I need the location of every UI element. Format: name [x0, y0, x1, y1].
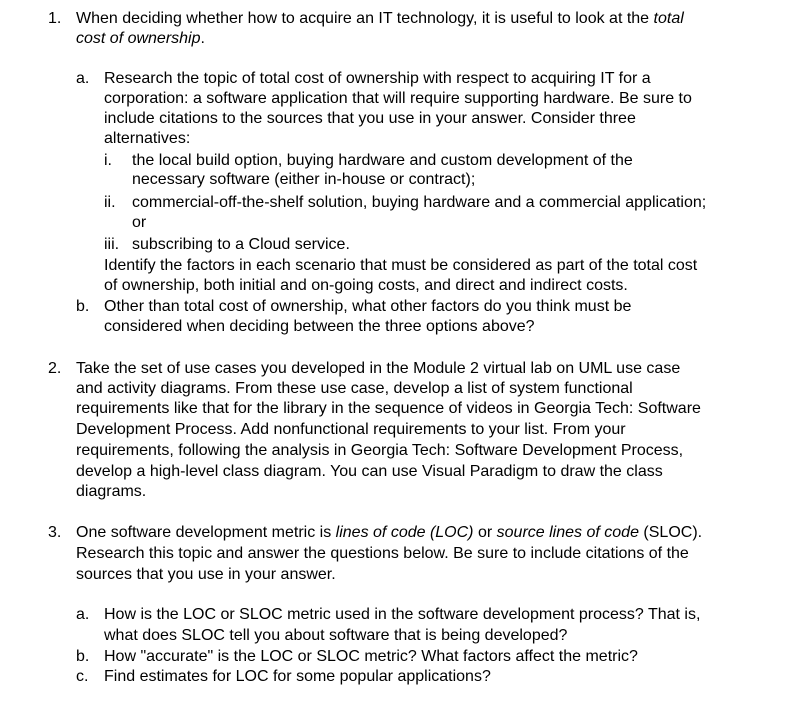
question-3-number: 3. [48, 524, 62, 541]
question-2-line: requirements like that for the library in the sequence of videos in Georgia Tech: Software [76, 400, 701, 417]
alternative-ii-label: ii. [104, 194, 116, 211]
term-loc: lines of code (LOC) [335, 524, 474, 541]
question-1-period: . [200, 30, 205, 47]
question-1b-line: considered when deciding between the three options above? [104, 318, 535, 335]
question-1-line-2 [76, 29, 205, 48]
question-1a-after-line: Identify the factors in each scenario that must be considered as part of the total cost [104, 257, 698, 274]
alternative-i-label: i. [104, 152, 112, 169]
alternative-iii-line: subscribing to a Cloud service. [132, 236, 350, 253]
alternative-ii-line: or [132, 214, 147, 231]
question-3-line-1-post: (SLOC). [643, 524, 703, 541]
alternative-iii-label: iii. [104, 236, 120, 253]
question-1-line-1 [76, 9, 684, 28]
question-3-line: Research this topic and answer the questions below. Be sure to include citations of the [76, 545, 689, 562]
question-2-line: and activity diagrams. From these use case, develop a list of system functional [76, 380, 633, 397]
question-3a-line: How is the LOC or SLOC metric used in the software development process? That is, [104, 606, 701, 623]
question-3-line: sources that you use in your answer. [76, 566, 336, 583]
question-1a-line: Research the topic of total cost of ownership with respect to acquiring IT for a [104, 70, 651, 87]
question-1a-line: alternatives: [104, 130, 191, 147]
term-sloc: source lines of code [496, 524, 639, 541]
question-2-line: develop a high-level class diagram. You can use Visual Paradigm to draw the class [76, 463, 663, 480]
question-1a-after-line: of ownership, both initial and on-going costs, and direct and indirect costs. [104, 277, 628, 294]
question-1a-label: a. [76, 70, 90, 87]
question-3c-line: Find estimates for LOC for some popular applications? [104, 668, 491, 685]
question-1a-line: corporation: a software application that will require supporting hardware. Be sure to [104, 90, 692, 107]
question-1-lead: When deciding whether how to acquire an IT technology, it is useful to look at the [76, 10, 650, 27]
question-1-term-total: total [653, 10, 684, 27]
question-2-line: diagrams. [76, 483, 147, 500]
question-3c-label: c. [76, 668, 89, 685]
question-3-line-1-pre: One software development metric is [76, 524, 332, 541]
question-3a-line: what does SLOC tell you about software that is being developed? [104, 627, 568, 644]
question-2-line: Take the set of use cases you developed in the Module 2 virtual lab on UML use case [76, 360, 681, 377]
question-2-number: 2. [48, 360, 62, 377]
question-3b-label: b. [76, 648, 90, 665]
question-1a-line: include citations to the sources that you use in your answer. Consider three [104, 110, 636, 127]
alternative-i-line: necessary software (either in-house or contract); [132, 171, 476, 188]
alternative-i-line: the local build option, buying hardware and custom development of the [132, 152, 633, 169]
question-1b-line: Other than total cost of ownership, what other factors do you think must be [104, 298, 632, 315]
question-1-number: 1. [48, 10, 62, 27]
question-3b-line: How "accurate" is the LOC or SLOC metric? What factors affect the metric? [104, 648, 638, 665]
question-3-line-1 [76, 523, 702, 542]
question-3-line-1-mid: or [477, 524, 493, 541]
question-3a-label: a. [76, 606, 90, 623]
question-1b-label: b. [76, 298, 90, 315]
alternative-ii-line: commercial-off-the-shelf solution, buying hardware and a commercial application; [132, 194, 707, 211]
question-2-line: requirements, following the analysis in Georgia Tech: Software Development Process, [76, 442, 684, 459]
question-2-line: Development Process. Add nonfunctional requirements to your list. From your [76, 421, 626, 438]
question-1-term-cost: cost of ownership [76, 30, 201, 47]
